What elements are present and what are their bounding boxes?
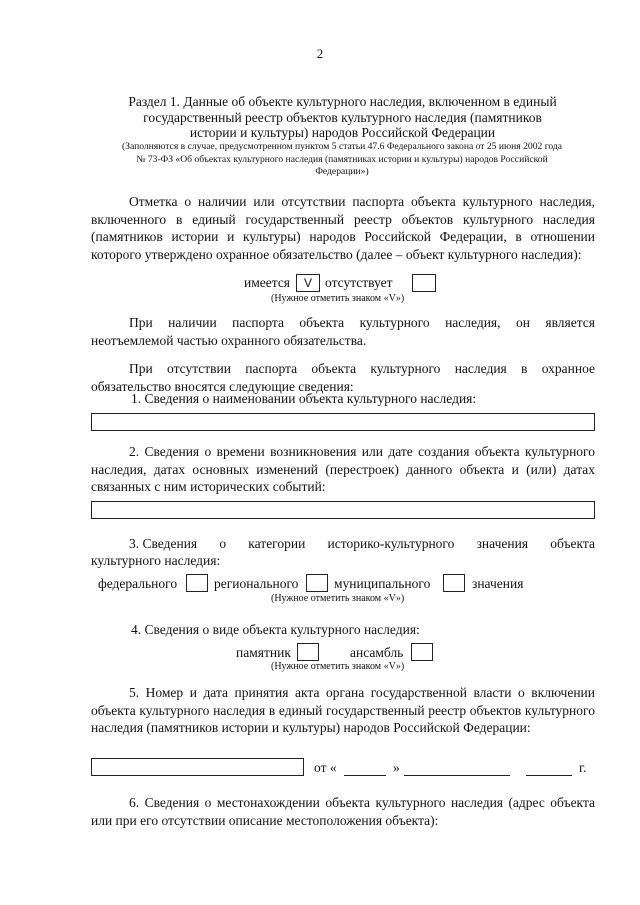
from-label: от «	[314, 760, 337, 775]
item6-text: 6. Сведения о местонахождении объекта культурного наследия (адрес объекта или при его отсутствии описание местоположения объекта):	[91, 795, 595, 828]
item3-word: значения	[476, 536, 529, 551]
item3-word: категории	[248, 536, 306, 551]
item2-paragraph	[91, 443, 595, 496]
item3-word: историко-культурного	[327, 536, 455, 551]
section-note	[88, 141, 596, 179]
item1-name-field[interactable]	[91, 413, 595, 431]
passport-paragraph	[91, 193, 595, 263]
item3-line	[129, 536, 595, 552]
absent-passport-checkbox[interactable]	[412, 274, 436, 292]
option-municipal-label: муниципального	[334, 576, 431, 591]
present-text: При наличии паспорта объекта культурного наследия, он является неотъемлемой частью охранного обязательства.	[91, 315, 595, 348]
passport-text: Отметка о наличии или отсутствии паспорта объекта культурного наследия, включенного в единый государственный реестр объектов культурного наследия (памятников истории и культуры) народов Российской Федерации, в отношении которого утверждено охранное обязательство (далее – объект культурного наследия):	[91, 194, 595, 262]
federal-checkbox[interactable]	[186, 574, 208, 592]
item4-hint: (Нужное отметить знаком «V»)	[271, 661, 405, 672]
option-value-label: значения	[472, 576, 524, 591]
option-monument-label: памятник	[236, 645, 291, 660]
item6-paragraph	[91, 794, 595, 829]
section-note-line: № 73-ФЗ «Об объектах культурного наследия (памятниках истории и культуры) народов Российской	[136, 153, 548, 165]
regional-checkbox[interactable]	[306, 574, 328, 592]
item3-line2: культурного наследия:	[91, 553, 221, 568]
monument-checkbox[interactable]	[297, 643, 319, 661]
item3-word: объекта	[550, 536, 595, 551]
section-note-line: (Заполняются в случае, предусмотренном пунктом 5 статьи 47.6 Федерального закона от 25 июня 2002 года	[121, 141, 563, 152]
section-title-line: истории и культуры) народов Российской Федерации	[189, 125, 496, 140]
act-number-field[interactable]	[91, 758, 304, 776]
absent-text: При отсутствии паспорта объекта культурного наследия в охранное обязательство вносятся следующие сведения:	[91, 361, 595, 394]
option-regional-label: регионального	[214, 576, 299, 591]
item4-label: 4. Сведения о виде объекта культурного наследия:	[131, 622, 420, 637]
has-passport-checkbox[interactable]	[296, 274, 320, 292]
day-field[interactable]	[344, 775, 386, 776]
item3-hint: (Нужное отметить знаком «V»)	[271, 593, 405, 604]
municipal-checkbox[interactable]	[443, 574, 465, 592]
option-federal-label: федерального	[98, 576, 178, 591]
year-suffix: г.	[579, 760, 587, 775]
mark-hint: (Нужное отметить знаком «V»)	[271, 293, 405, 304]
section-title-line: Раздел 1. Данные об объекте культурного наследия, включенном в единый	[128, 94, 557, 109]
ensemble-checkbox[interactable]	[411, 643, 433, 661]
section-title	[90, 94, 595, 141]
item1-label: 1. Сведения о наименовании объекта культурного наследия:	[131, 391, 477, 406]
section-title-line: государственный реестр объектов культурного наследия (памятников	[143, 109, 542, 125]
quote-close: »	[393, 760, 400, 775]
year-field[interactable]	[526, 775, 572, 776]
check-mark-icon: V	[303, 276, 312, 290]
item3-word: о	[219, 536, 227, 551]
item3-word: 3. Сведения	[129, 536, 198, 551]
has-label: имеется	[244, 275, 291, 290]
month-field[interactable]	[404, 775, 510, 776]
item2-text: 2. Сведения о времени возникновения или дате создания объекта культурного наследия, датах основных изменений (перестроек) данного объекта и (или) датах связанных с ним исторических событий:	[91, 444, 595, 494]
option-ensemble-label: ансамбль	[350, 645, 404, 660]
item2-date-field[interactable]	[91, 501, 595, 519]
present-paragraph	[91, 314, 595, 349]
absent-label: отсутствует	[325, 275, 393, 290]
absent-paragraph	[91, 360, 595, 395]
section-note-line: Федерации»)	[315, 166, 369, 178]
item5-text: 5. Номер и дата принятия акта органа государственной власти о включении объекта культурного наследия в единый государственный реестр объектов культурного наследия (памятников истории и культуры) народов Российской Федерации:	[91, 685, 595, 735]
item5-paragraph	[91, 684, 595, 737]
page-number: 2	[316, 46, 324, 61]
